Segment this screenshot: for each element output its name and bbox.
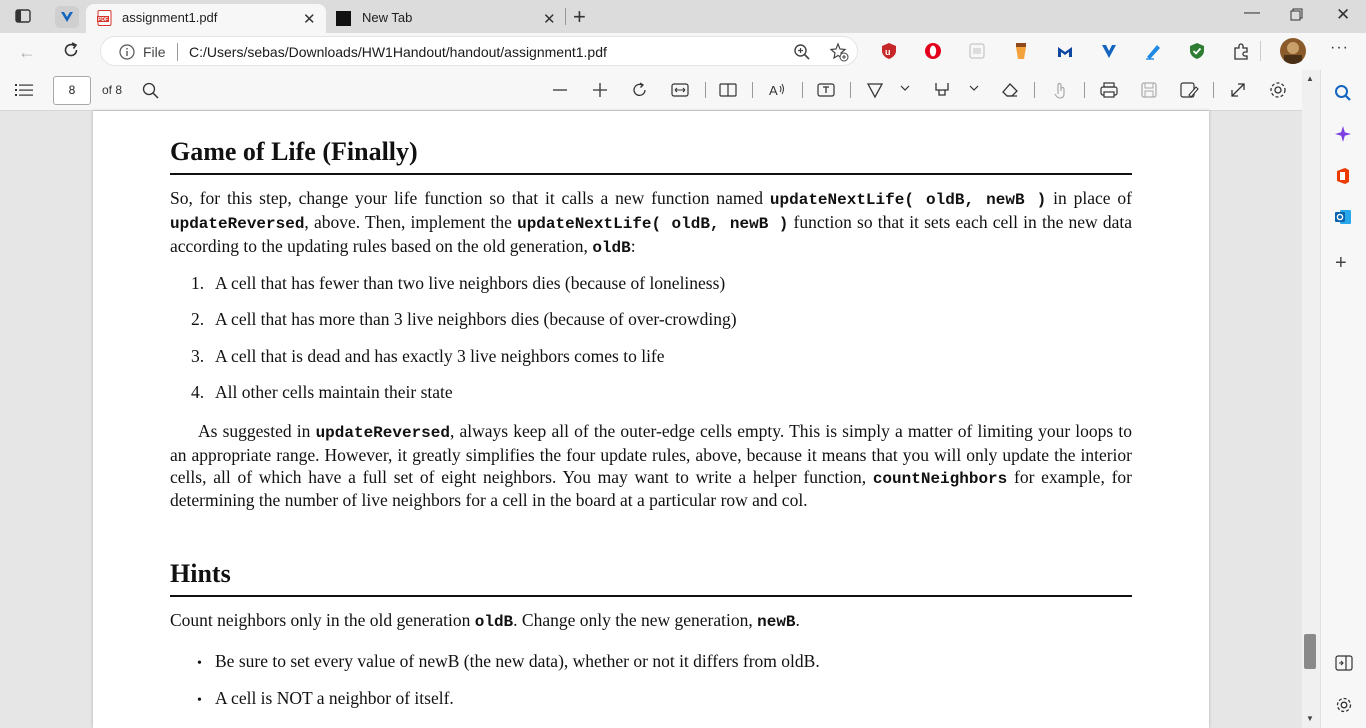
text-run: As suggested in	[198, 421, 316, 441]
tab-actions-icon[interactable]	[15, 9, 31, 23]
back-button[interactable]: ←	[18, 42, 36, 62]
inline-code: countNeighbors	[872, 469, 1008, 488]
page-number-input[interactable]: 8	[53, 76, 91, 105]
zoom-out-icon[interactable]	[550, 80, 570, 100]
scrollbar-thumb[interactable]	[1304, 634, 1316, 669]
save-as-icon[interactable]	[1179, 80, 1199, 100]
opera-extension-icon[interactable]	[924, 42, 942, 60]
inline-code: updateReversed	[315, 424, 450, 442]
text-run: .	[795, 610, 800, 630]
search-icon[interactable]	[1334, 84, 1352, 102]
print-icon[interactable]	[1099, 80, 1119, 100]
address-bar[interactable]	[100, 36, 858, 66]
svg-text:A: A	[769, 83, 778, 98]
hide-sidebar-icon[interactable]	[1335, 655, 1353, 671]
office-icon[interactable]	[1334, 167, 1352, 185]
ublock-extension-icon[interactable]	[880, 42, 898, 60]
edge-sidebar	[1320, 70, 1366, 728]
rule-item-2: 2. A cell that has more than 3 live neighbors dies (because of over-crowding)	[191, 309, 737, 329]
close-window-button[interactable]: ✕	[1336, 5, 1351, 24]
highlight-icon[interactable]	[933, 80, 953, 100]
eraser-icon[interactable]	[1000, 80, 1020, 100]
find-icon[interactable]	[142, 82, 159, 99]
text-run: . Change only the new generation,	[513, 610, 758, 630]
browser-toolbar	[0, 33, 1366, 70]
tab-title: New Tab	[362, 10, 413, 25]
save-icon	[1139, 80, 1159, 100]
zoom-icon[interactable]	[793, 43, 811, 61]
heading-rule	[170, 173, 1132, 175]
pdf-settings-gear-icon[interactable]	[1268, 80, 1288, 100]
outlook-icon[interactable]	[1334, 208, 1352, 226]
page-count-label: of 8	[102, 83, 123, 97]
scroll-down-arrow-icon[interactable]: ▼	[1306, 714, 1314, 723]
new-tab-button[interactable]: +	[573, 4, 586, 29]
inline-code: oldB	[592, 238, 631, 257]
text-run: function so that it sets each cell in the new data according to the updating rules based on the old generation,	[170, 211, 1133, 256]
vpn-extension-tab-icon[interactable]	[55, 6, 79, 28]
profile-avatar[interactable]	[1280, 38, 1306, 64]
page-view-icon[interactable]	[718, 80, 738, 100]
svg-text:u: u	[885, 47, 891, 57]
full-screen-icon[interactable]	[1228, 80, 1248, 100]
rotate-icon[interactable]	[630, 80, 650, 100]
refresh-button[interactable]	[62, 41, 80, 59]
url-text[interactable]: C:/Users/sebas/Downloads/HW1Handout/handout/assignment1.pdf	[189, 44, 607, 60]
inline-code: oldB	[474, 613, 514, 631]
inline-code: updateNextLife( oldB, newB )	[769, 191, 1047, 209]
text-run: , always keep all of the outer-edge cells empty. This is simply a matter of limiting your loops to an appropriate range. However, it greatly simplifies the four update rules, above, because it means that you will only update the interior cells, all of which have a full set of eight neighbors. You may want to write a helper function,	[170, 421, 1133, 487]
pdf-toolbar	[0, 70, 1320, 111]
tab-new-tab[interactable]	[326, 4, 566, 33]
inline-code: newB	[757, 613, 796, 631]
restore-button[interactable]	[1290, 8, 1303, 21]
svg-text:PDF: PDF	[98, 17, 108, 23]
add-favorite-icon[interactable]	[829, 42, 849, 62]
vpn-extension-icon[interactable]	[1100, 42, 1118, 60]
table-of-contents-icon[interactable]	[15, 83, 33, 97]
fit-to-width-icon[interactable]	[670, 80, 690, 100]
add-text-icon[interactable]	[816, 80, 836, 100]
sidebar-settings-gear-icon[interactable]	[1335, 696, 1353, 714]
touch-icon	[1050, 80, 1070, 100]
reader-extension-icon[interactable]	[968, 42, 986, 60]
copilot-sparkle-icon[interactable]	[1334, 125, 1352, 143]
text-run: , above. Then, implement the	[304, 211, 518, 232]
pdf-page	[93, 111, 1209, 728]
close-tab-icon[interactable]: ✕	[543, 11, 556, 28]
draw-icon[interactable]	[865, 80, 885, 100]
section-heading-hints: Hints	[170, 559, 231, 588]
paragraph-edge-cells	[170, 421, 1132, 512]
scheme-label: File	[143, 44, 166, 60]
paragraph-intro	[170, 188, 1132, 259]
text-run: Count neighbors only in the old generation	[170, 610, 475, 630]
inline-code: updateReversed	[170, 214, 305, 233]
zoom-in-icon[interactable]	[590, 80, 610, 100]
tab-title: assignment1.pdf	[122, 10, 218, 25]
minimize-button[interactable]: —	[1244, 4, 1260, 21]
vertical-scrollbar[interactable]	[1302, 70, 1320, 728]
draw-options-chevron-icon[interactable]	[899, 82, 919, 102]
pdf-viewer	[0, 111, 1302, 728]
section-heading: Game of Life (Finally)	[170, 137, 418, 166]
rule-item-3: 3. A cell that is dead and has exactly 3 live neighbors comes to life	[191, 346, 665, 366]
scroll-up-arrow-icon[interactable]: ▲	[1306, 74, 1314, 83]
pen-extension-icon[interactable]	[1144, 42, 1162, 60]
coffee-extension-icon[interactable]	[1012, 41, 1030, 61]
close-tab-icon[interactable]: ✕	[303, 11, 316, 28]
add-sidebar-app-button[interactable]: +	[1335, 252, 1347, 274]
rule-item-4: 4. All other cells maintain their state	[191, 382, 453, 402]
extensions-puzzle-icon[interactable]	[1232, 42, 1250, 60]
tab-strip	[0, 0, 1366, 33]
settings-more-button[interactable]: ···	[1330, 39, 1349, 56]
hint-item-1: • Be sure to set every value of newB (the new data), whether or not it differs from oldB.	[197, 651, 820, 671]
text-run: for example, for determining the number of live neighbors for a cell in the board at a particular row and col.	[170, 466, 1132, 511]
tab-assignment-pdf[interactable]	[86, 4, 326, 33]
text-run: So, for this step, change your life function so that it calls a new function named	[170, 188, 770, 208]
rule-item-1: 1. A cell that has fewer than two live neighbors dies (because of loneliness)	[191, 273, 726, 293]
inline-code: updateNextLife( oldB, newB )	[517, 214, 789, 233]
shield-check-extension-icon[interactable]	[1188, 42, 1206, 60]
hint-item-2: • A cell is NOT a neighbor of itself.	[197, 688, 454, 708]
malwarebytes-extension-icon[interactable]	[1056, 43, 1074, 59]
read-aloud-icon[interactable]	[768, 80, 788, 100]
heading-rule	[170, 595, 1132, 597]
text-run: in place of	[1046, 188, 1133, 208]
pdf-file-icon	[97, 10, 113, 26]
info-icon[interactable]	[119, 44, 135, 60]
highlight-options-chevron-icon[interactable]	[968, 82, 988, 102]
new-tab-favicon	[336, 11, 351, 26]
paragraph-hints-intro	[170, 610, 1132, 634]
text-run: :	[630, 235, 636, 256]
